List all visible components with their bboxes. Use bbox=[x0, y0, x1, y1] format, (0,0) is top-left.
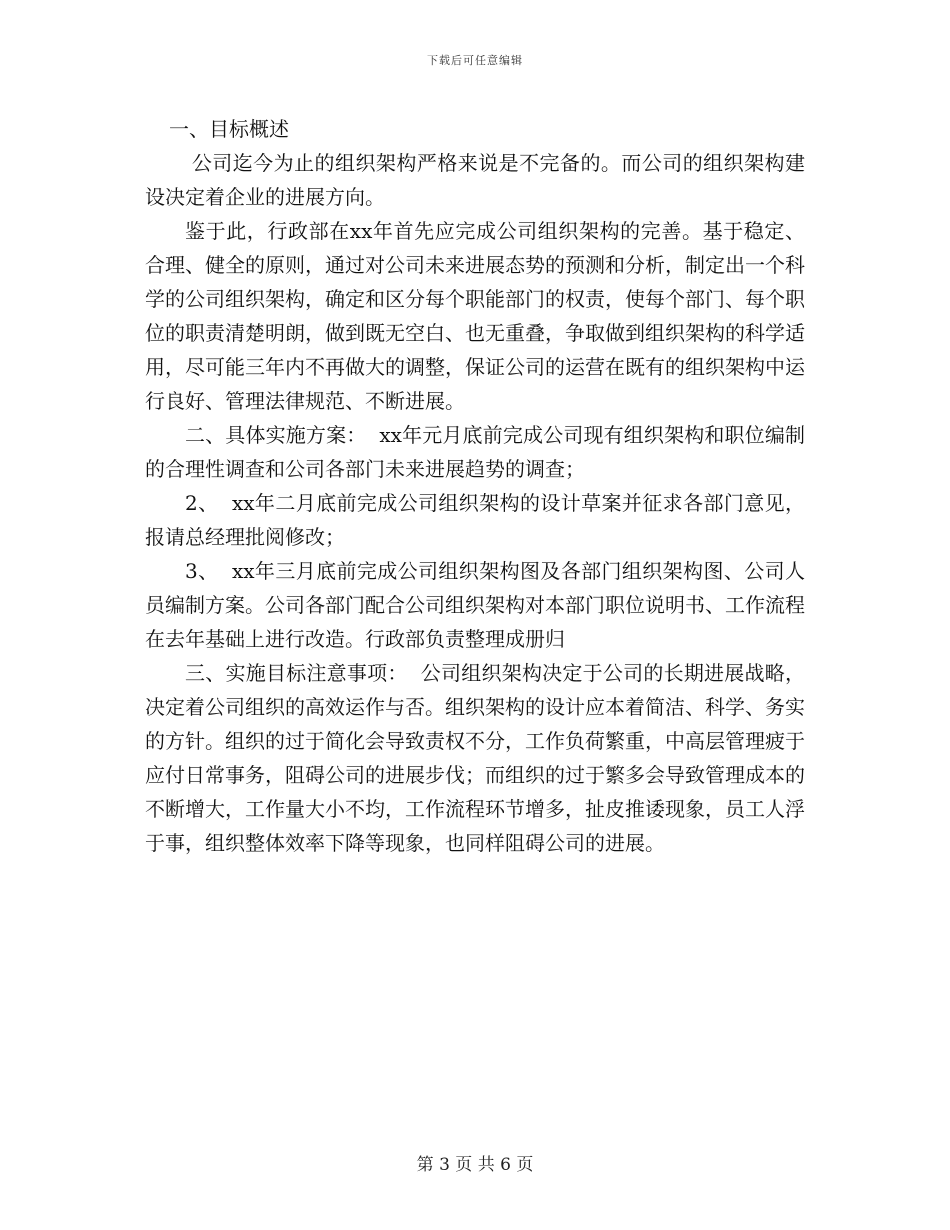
document-body bbox=[145, 112, 805, 860]
paragraph-implementation-plan: 二、具体实施方案： xx年元月底前完成公司现有组织架构和职位编制的合理性调查和公司各部门未来进展趋势的调查； bbox=[145, 423, 805, 481]
page-number: 第 3 页 共 6 页 bbox=[416, 1155, 534, 1175]
paragraph-rationale: 鉴于此，行政部在xx年首先应完成公司组织架构的完善。基于稳定、合理、健全的原则，通过对公司未来进展态势的预测和分析，制定出一个科学的公司组织架构，确定和区分每个职能部门的权责，使每个部门、每个职位的职责清楚明朗，做到既无空白、也无重叠，争取做到组织架构的科学适用，尽可能三年内不再做大的调整，保证公司的运营在既有的组织架构中运行良好、管理法律规范、不断进展。 bbox=[145, 219, 805, 413]
paragraph-intro: 公司迄今为止的组织架构严格来说是不完备的。而公司的组织架构建设决定着企业的进展方向。 bbox=[145, 151, 805, 209]
paragraph-notes: 三、实施目标注意事项： 公司组织架构决定于公司的长期进展战略，决定着公司组织的高效运作与否。组织架构的设计应本着简洁、科学、务实的方针。组织的过于简化会导致责权不分，工作负荷繁重，中高层管理疲于应付日常事务，阻碍公司的进展步伐；而组织的过于繁多会导致管理成本的不断增大，工作量大小不均，工作流程环节增多，扯皮推诿现象，员工人浮于事，组织整体效率下降等现象，也同样阻碍公司的进展。 bbox=[145, 661, 805, 855]
paragraph-step-3: 3、 xx年三月底前完成公司组织架构图及各部门组织架构图、公司人员编制方案。公司各部门配合公司组织架构对本部门职位说明书、工作流程在去年基础上进行改造。行政部负责整理成册归 bbox=[145, 559, 805, 651]
header-note: 下载后可任意编辑 bbox=[427, 54, 523, 67]
paragraph-step-2: 2、 xx年二月底前完成公司组织架构的设计草案并征求各部门意见，报请总经理批阅修改； bbox=[145, 491, 805, 549]
section-heading-objective: 一、目标概述 bbox=[169, 117, 289, 141]
